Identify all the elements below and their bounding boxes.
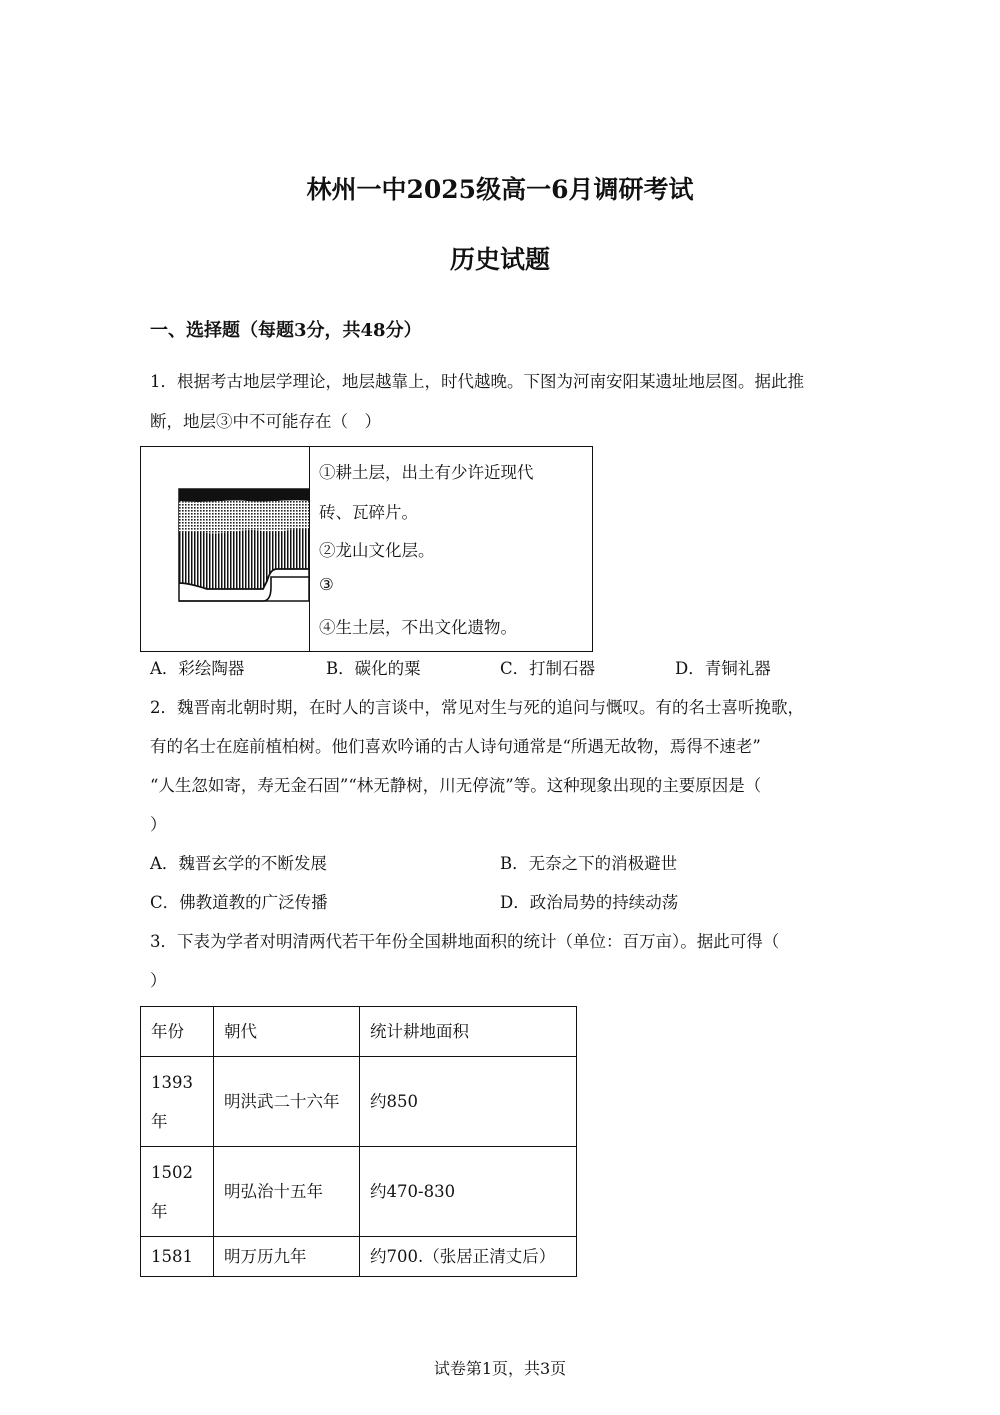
q2-stem-line3: “人生忽如寄，寿无金石固”“林无静树，川无停流”等。这种现象出现的主要原因是（ — [150, 776, 762, 795]
q1-stem-line1: 1．根据考古地层学理论，地层越靠上，时代越晚。下图为河南安阳某遗址地层图。据此推 — [150, 372, 804, 391]
header-dynasty: 朝代 — [214, 1007, 360, 1057]
q1-option-d[interactable]: D．青铜礼器 — [675, 659, 771, 678]
q2-option-d[interactable]: D．政治局势的持续动荡 — [500, 893, 679, 912]
q2-option-b[interactable]: B．无奈之下的消极避世 — [500, 854, 678, 873]
row-area: 约470-830 — [360, 1147, 577, 1237]
header-year: 年份 — [141, 1007, 214, 1057]
table-row — [141, 1057, 577, 1147]
row-year — [141, 1147, 214, 1237]
row-year-suffix: 年 — [151, 1111, 168, 1131]
section-heading: 一、选择题（每题3分，共48分） — [150, 320, 422, 341]
row-year — [141, 1057, 214, 1147]
table-row — [141, 1237, 577, 1277]
row-area: 约850 — [360, 1057, 577, 1147]
row-year: 1581 — [141, 1237, 214, 1277]
row-year-suffix: 年 — [151, 1201, 168, 1221]
q1-stem-line2: 断，地层③中不可能存在（ ） — [150, 412, 381, 431]
q3-stem-line2: ） — [150, 971, 167, 990]
row-year-number: 1502 — [151, 1162, 193, 1182]
page-footer: 试卷第1页，共3页 — [433, 1359, 567, 1378]
q3-stem-line1: 3．下表为学者对明清两代若干年份全国耕地面积的统计（单位：百万亩）。据此可得（ — [150, 932, 780, 951]
row-dynasty: 明洪武二十六年 — [214, 1057, 360, 1147]
legend-layer2: ②龙山文化层。 — [319, 541, 435, 560]
cultivated-land-table — [140, 1006, 577, 1277]
legend-layer3: ③ — [319, 575, 334, 594]
legend-layer1-line1: ①耕土层，出土有少许近现代 — [319, 463, 534, 482]
stratigraphy-diagram-icon — [167, 477, 309, 612]
q1-option-b[interactable]: B．碳化的粟 — [326, 659, 421, 678]
q2-option-c[interactable]: C．佛教道教的广泛传播 — [150, 893, 328, 912]
q1-option-c[interactable]: C．打制石器 — [500, 659, 596, 678]
q2-stem-line2: 有的名士在庭前植柏树。他们喜欢吟诵的古人诗句通常是“所遇无故物，焉得不速老” — [150, 737, 761, 756]
q1-figure — [140, 446, 593, 652]
table-header-row — [141, 1007, 577, 1057]
row-area: 约700.（张居正清丈后） — [360, 1237, 577, 1277]
q2-stem-line1: 2．魏晋南北朝时期，在时人的言谈中，常见对生与死的追问与慨叹。有的名士喜听挽歌， — [150, 698, 804, 717]
q2-stem-line4: ） — [150, 815, 167, 834]
table-row — [141, 1147, 577, 1237]
legend-layer1-line2: 砖、瓦碎片。 — [319, 503, 418, 522]
exam-title: 林州一中2025级高一6月调研考试 — [306, 175, 694, 204]
subject-title: 历史试题 — [449, 245, 550, 274]
row-year-number: 1393 — [151, 1072, 193, 1092]
row-dynasty: 明万历九年 — [214, 1237, 360, 1277]
row-dynasty: 明弘治十五年 — [214, 1147, 360, 1237]
header-area: 统计耕地面积 — [360, 1007, 577, 1057]
q1-option-a[interactable]: A．彩绘陶器 — [150, 659, 245, 678]
figure-divider — [309, 447, 310, 651]
q2-option-a[interactable]: A．魏晋玄学的不断发展 — [150, 854, 327, 873]
legend-layer4: ④生土层，不出文化遗物。 — [319, 618, 517, 637]
